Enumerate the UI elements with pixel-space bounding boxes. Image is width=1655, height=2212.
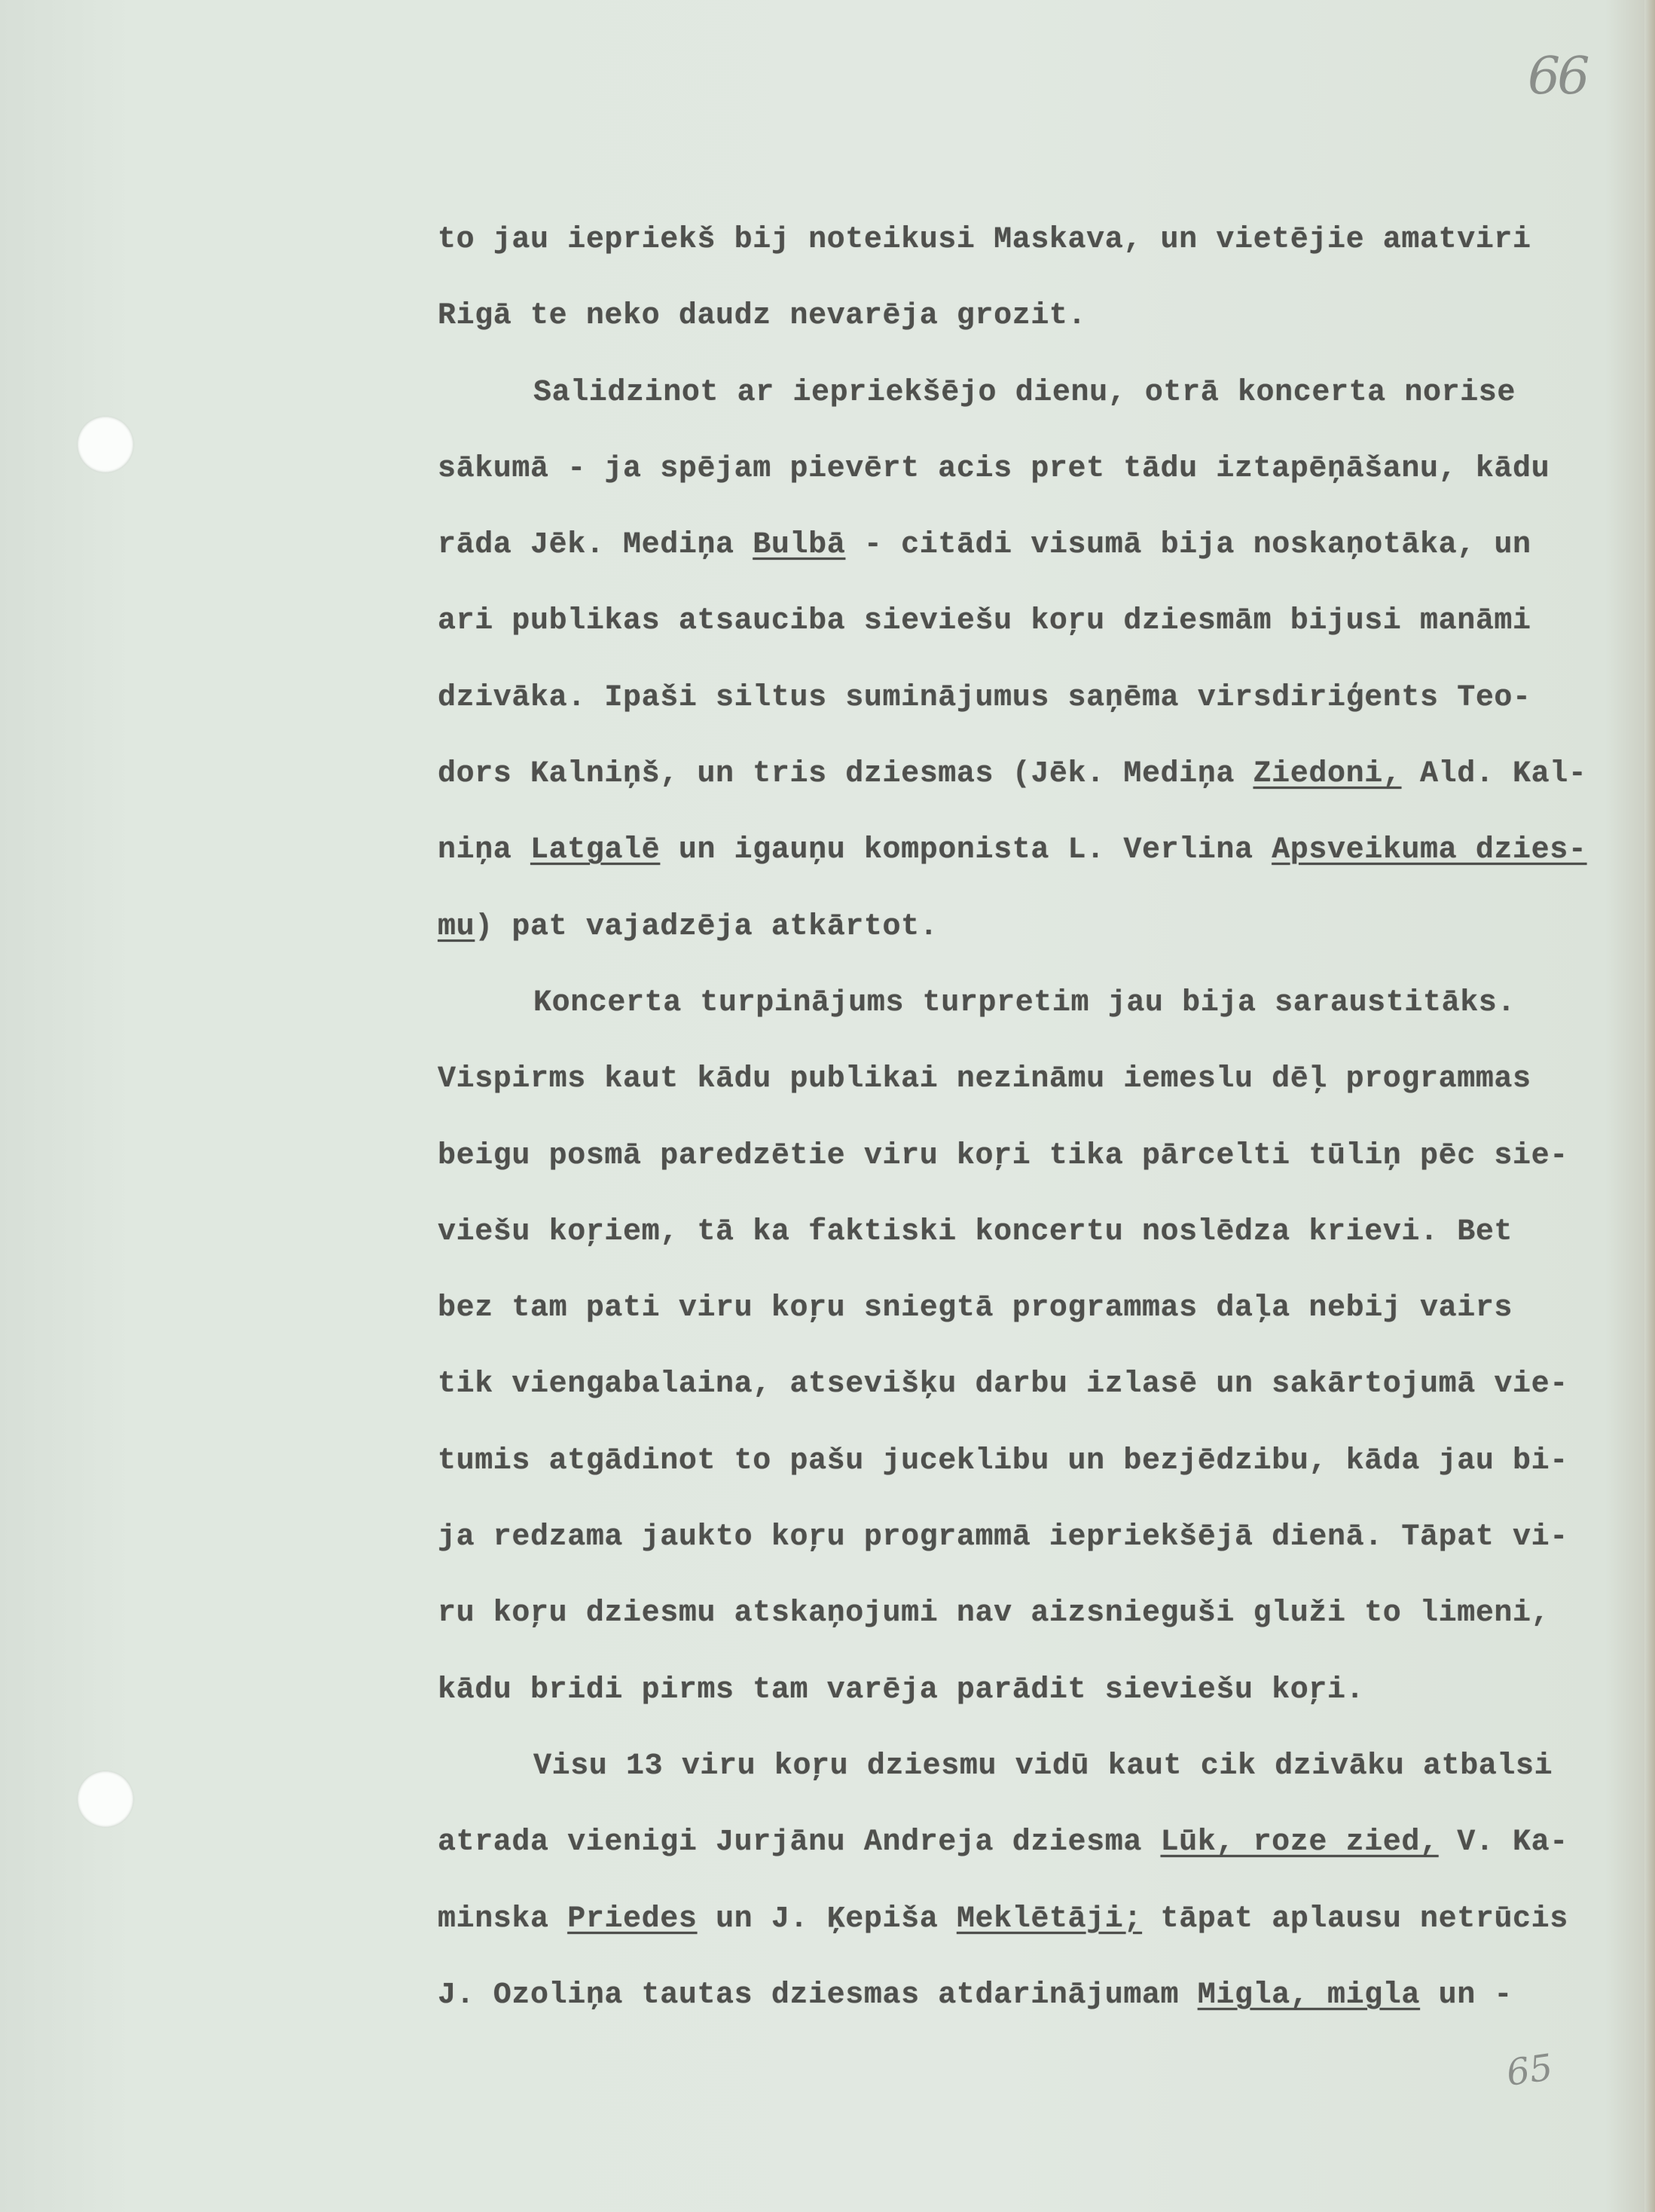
text-line [438, 278, 1643, 354]
underlined-title: Ziedoni, [1253, 757, 1402, 792]
text-segment: Rigā te neko daudz nevarēja grozit. [438, 299, 1087, 334]
underlined-title: Priedes [567, 1902, 698, 1936]
text-segment: V. Ka- [1438, 1826, 1568, 1860]
text-line [438, 1575, 1643, 1651]
text-segment: rāda Jēk. Mediņa [438, 528, 753, 563]
text-line [438, 507, 1643, 583]
text-segment: sākumā - ja spējam pievērt acis pret tādu iztapēņāšanu, kādu [438, 451, 1550, 486]
typewritten-body [438, 202, 1643, 2033]
text-line [438, 889, 1643, 965]
text-segment: tumis atgādinot to pašu juceklibu un bezjēdzibu, kāda jau bi- [438, 1444, 1568, 1478]
punch-hole [78, 417, 133, 472]
underlined-title: Lūk, roze zied, [1160, 1826, 1439, 1860]
underlined-title: Migla, migla [1197, 1978, 1421, 2012]
text-line [438, 1728, 1643, 1804]
text-line [438, 1118, 1643, 1194]
text-segment: atrada vienigi Jurjānu Andreja dziesma [438, 1826, 1161, 1860]
text-segment: bez tam pati viru koŗu sniegtā programmas daļa nebij vairs [438, 1291, 1513, 1326]
text-line [438, 583, 1643, 659]
text-line [438, 1423, 1643, 1499]
text-line [438, 1804, 1643, 1881]
text-segment: ru koŗu dziesmu atskaņojumi nav aizsnieguši gluži to limeni, [438, 1596, 1550, 1631]
text-segment: dors Kalniņš, un tris dziesmas (Jēk. Mediņa [438, 757, 1253, 792]
text-line [438, 431, 1643, 507]
text-line [438, 812, 1643, 888]
paper-edge [1644, 0, 1655, 2212]
text-segment: Ald. Kal- [1401, 757, 1587, 792]
text-segment: dzivāka. Ipaši siltus suminājumus saņēma virsdiriģents Teo- [438, 680, 1531, 715]
underlined-title: Meklētāji; [956, 1902, 1142, 1936]
text-line [438, 1957, 1643, 2033]
text-segment: tik viengabalaina, atsevišķu darbu izlasē un sakārtojumā vie- [438, 1367, 1568, 1402]
text-segment: tāpat aplausu netrūcis [1141, 1902, 1568, 1936]
text-segment: to jau iepriekš bij noteikusi Maskava, un vietējie amatviri [438, 223, 1531, 257]
underlined-title: Bulbā [753, 528, 846, 563]
text-segment: un J. Ķepiša [697, 1902, 957, 1936]
text-segment: un - [1420, 1978, 1513, 2012]
text-line [438, 965, 1643, 1041]
text-segment: niņa [438, 833, 531, 868]
text-line [438, 1499, 1643, 1575]
underlined-title: mu [438, 909, 475, 944]
text-line [438, 1652, 1643, 1728]
text-line [438, 202, 1643, 278]
text-line [438, 1881, 1643, 1957]
text-segment: Vispirms kaut kādu publikai nezināmu iemeslu dēļ programmas [438, 1062, 1531, 1097]
text-segment: J. Ozoliņa tautas dziesmas atdarinājumam [438, 1978, 1198, 2012]
punch-hole [78, 1771, 133, 1827]
text-segment: Salidzinot ar iepriekšējo dienu, otrā koncerta norise [533, 375, 1516, 410]
text-segment: Koncerta turpinājums turpretim jau bija saraustitāks. [533, 985, 1516, 1020]
text-line [438, 736, 1643, 812]
text-segment: Visu 13 viru koŗu dziesmu vidū kaut cik dzivāku atbalsi [533, 1749, 1553, 1783]
text-segment: viešu koŗiem, tā ka faktiski koncertu noslēdza krievi. Bet [438, 1214, 1513, 1249]
text-segment: - citādi visumā bija noskaņotāka, un [845, 528, 1531, 563]
text-segment: ja redzama jaukto koŗu programmā iepriekšējā dienā. Tāpat vi- [438, 1520, 1568, 1555]
text-line [438, 1041, 1643, 1117]
text-segment: kādu bridi pirms tam varēja parādit sieviešu koŗi. [438, 1673, 1365, 1707]
text-line [438, 1346, 1643, 1422]
handwritten-page-number: 66 [1528, 47, 1587, 106]
text-line [438, 1270, 1643, 1346]
underlined-title: Apsveikuma dzies- [1272, 833, 1587, 868]
text-segment: ari publikas atsauciba sieviešu koŗu dziesmām bijusi manāmi [438, 604, 1531, 639]
text-segment: ) pat vajadzēja atkārtot. [475, 909, 939, 944]
handwritten-bottom-mark: 65 [1504, 2046, 1556, 2094]
text-line [438, 660, 1643, 736]
text-line [438, 1194, 1643, 1270]
underlined-title: Latgalē [530, 833, 661, 868]
text-segment: beigu posmā paredzētie viru koŗi tika pārcelti tūliņ pēc sie- [438, 1138, 1568, 1173]
text-segment: minska [438, 1902, 568, 1936]
text-line [438, 355, 1643, 431]
text-segment: un igauņu komponista L. Verlina [660, 833, 1272, 868]
